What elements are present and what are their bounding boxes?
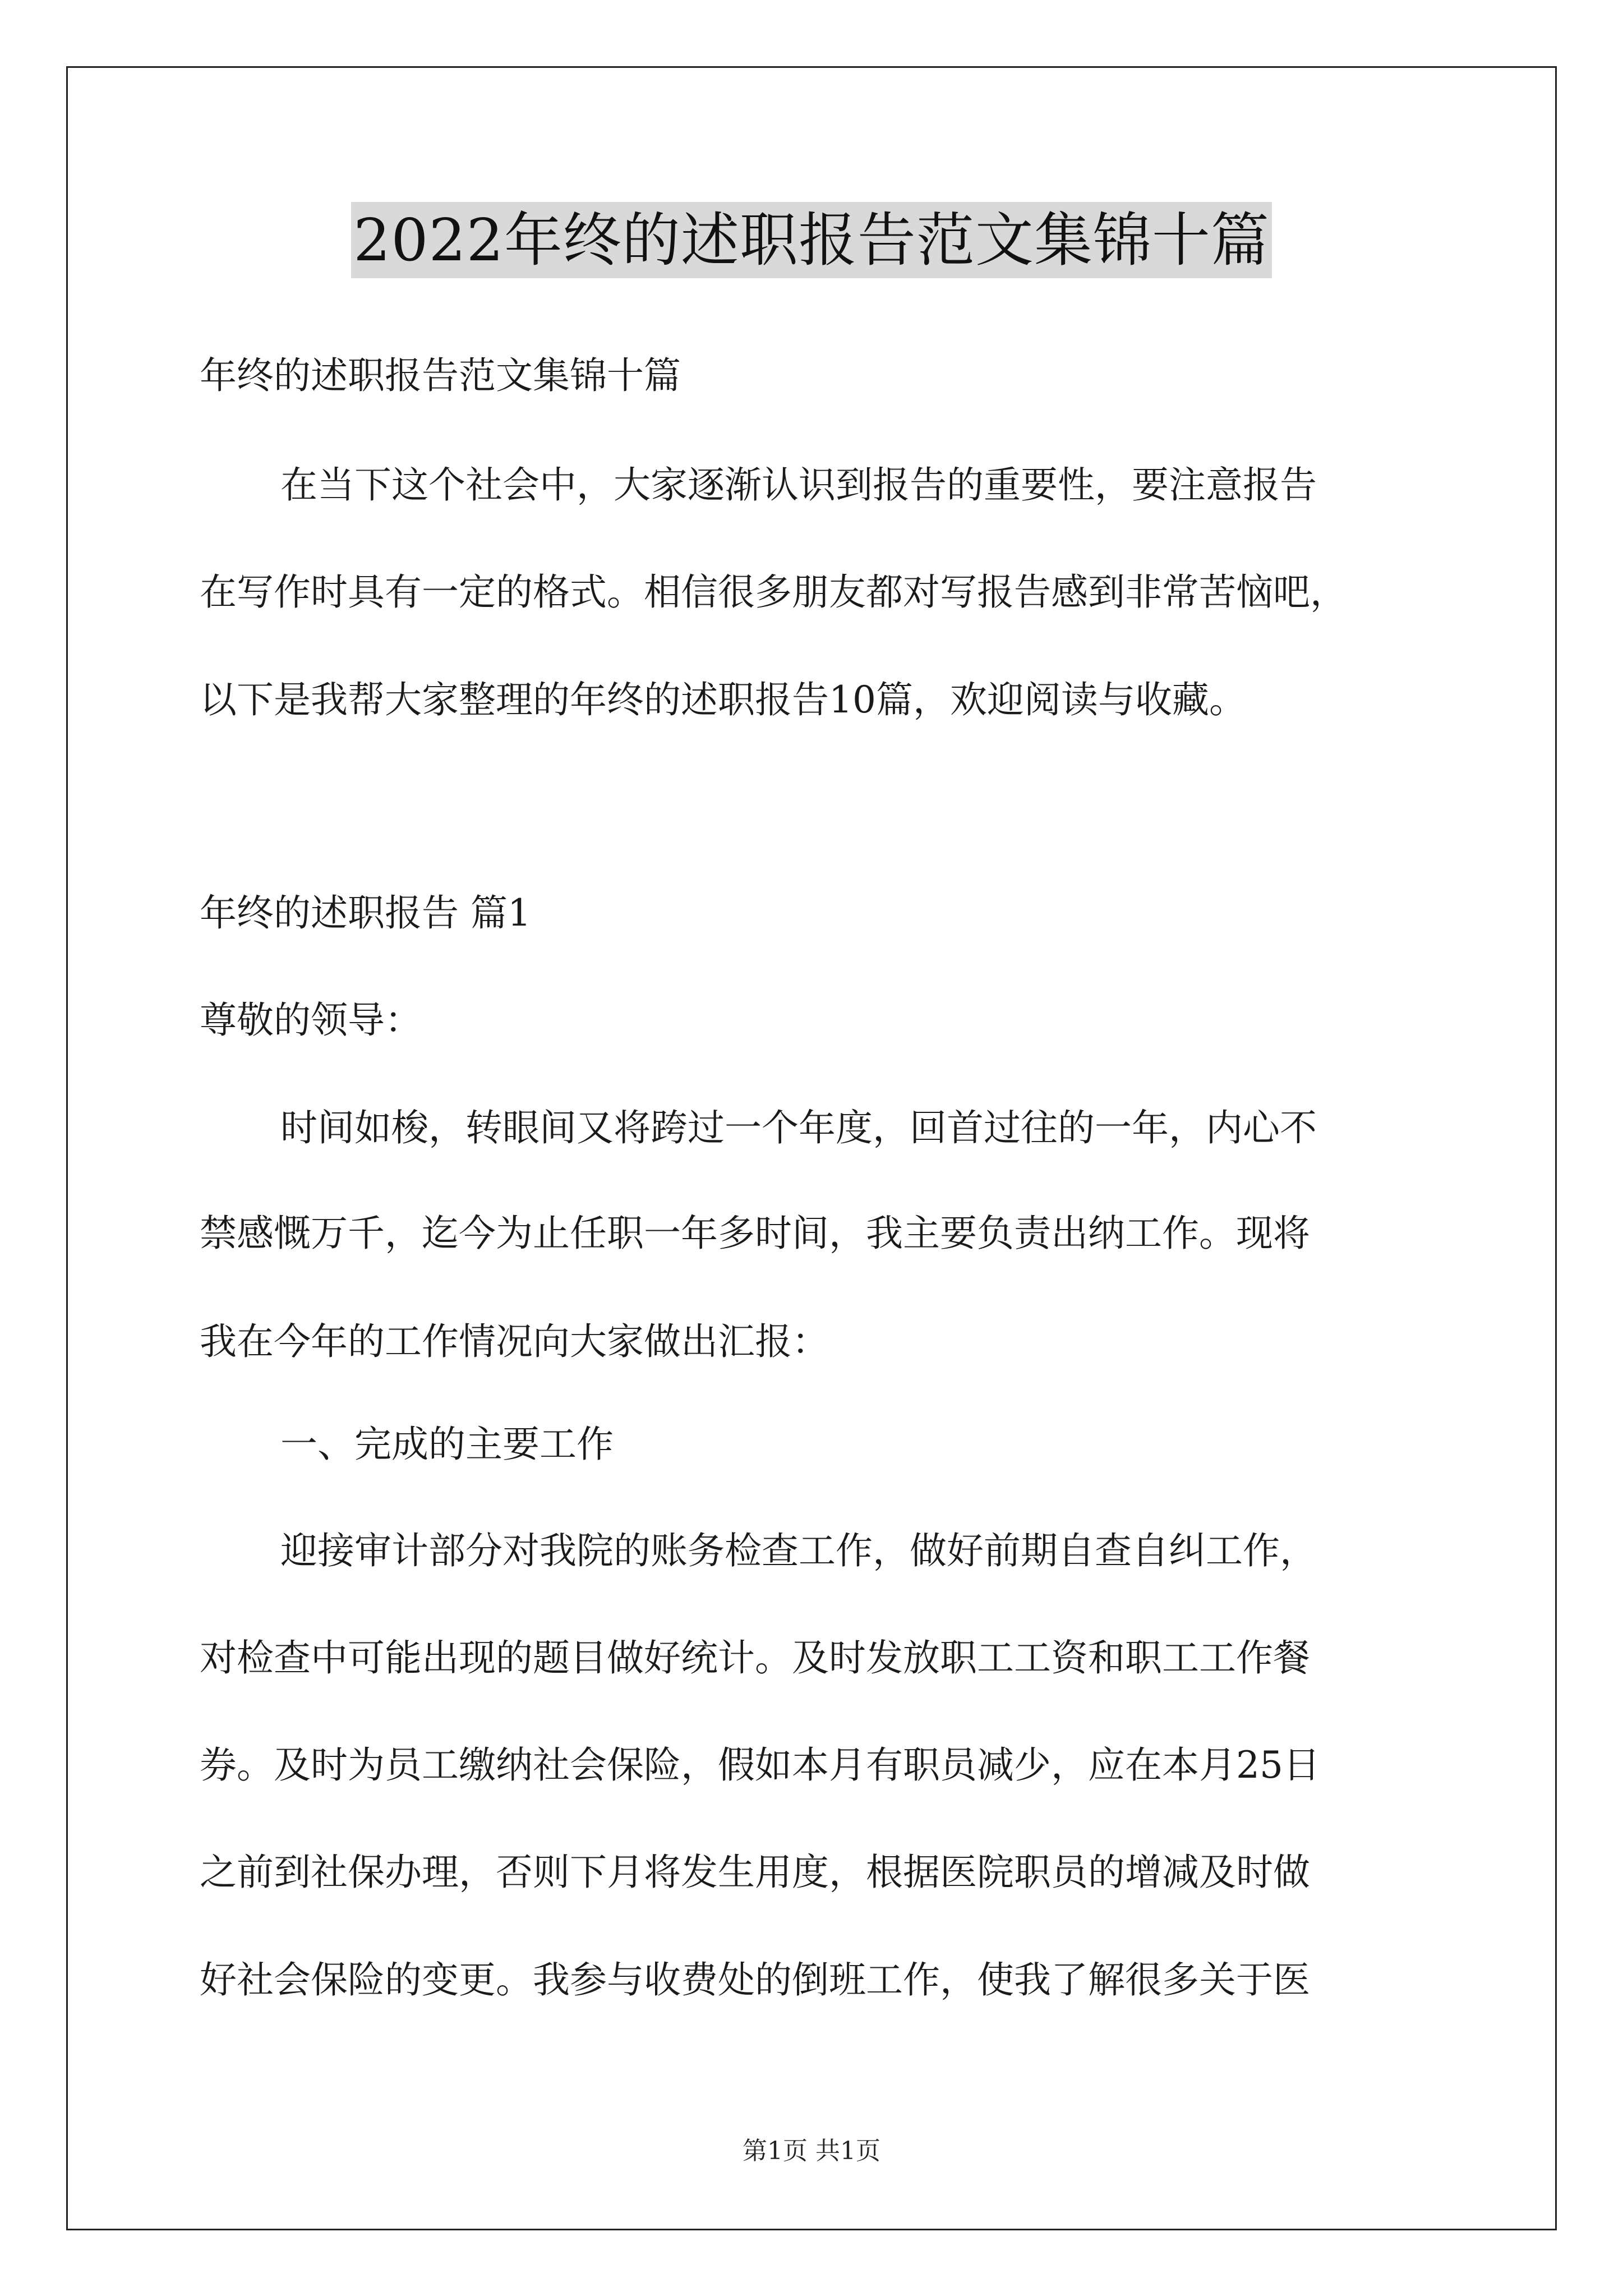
para2-line-4: 之前到社保办理，否则下月将发生用度，根据医院职员的增减及时做 — [200, 1851, 1310, 1894]
para1-line-2: 禁感慨万千，迄今为止任职一年多时间，我主要负责出纳工作。现将 — [200, 1212, 1310, 1255]
salutation: 尊敬的领导： — [200, 999, 422, 1042]
para1-line-3: 我在今年的工作情况向大家做出汇报： — [200, 1320, 829, 1363]
intro-line-3: 以下是我帮大家整理的年终的述职报告10篇，欢迎阅读与收藏。 — [200, 678, 1246, 721]
para1-line-1: 时间如梭，转眼间又将跨过一个年度，回首过往的一年，内心不 — [280, 1106, 1317, 1149]
para2-line-1: 迎接审计部分对我院的账务检查工作，做好前期自查自纠工作， — [280, 1529, 1317, 1572]
para2-line-3: 券。及时为员工缴纳社会保险，假如本月有职员减少，应在本月25日 — [200, 1743, 1320, 1787]
title-container — [0, 202, 1623, 278]
intro-line-2: 在写作时具有一定的格式。相信很多朋友都对写报告感到非常苦恼吧， — [200, 570, 1347, 614]
para2-line-5: 好社会保险的变更。我参与收费处的倒班工作，使我了解很多关于医 — [200, 1958, 1310, 2001]
intro-line-1: 在当下这个社会中，大家逐渐认识到报告的重要性，要注意报告 — [280, 463, 1317, 507]
page-footer: 第1页 共1页 — [743, 2137, 880, 2165]
section-heading: 年终的述职报告 篇1 — [200, 891, 531, 935]
subtitle: 年终的述职报告范文集锦十篇 — [200, 354, 681, 397]
document-title: 2022年终的述职报告范文集锦十篇 — [351, 202, 1272, 278]
para2-line-2: 对检查中可能出现的题目做好统计。及时发放职工工资和职工工作餐 — [200, 1636, 1310, 1680]
subheading: 一、完成的主要工作 — [280, 1423, 614, 1466]
